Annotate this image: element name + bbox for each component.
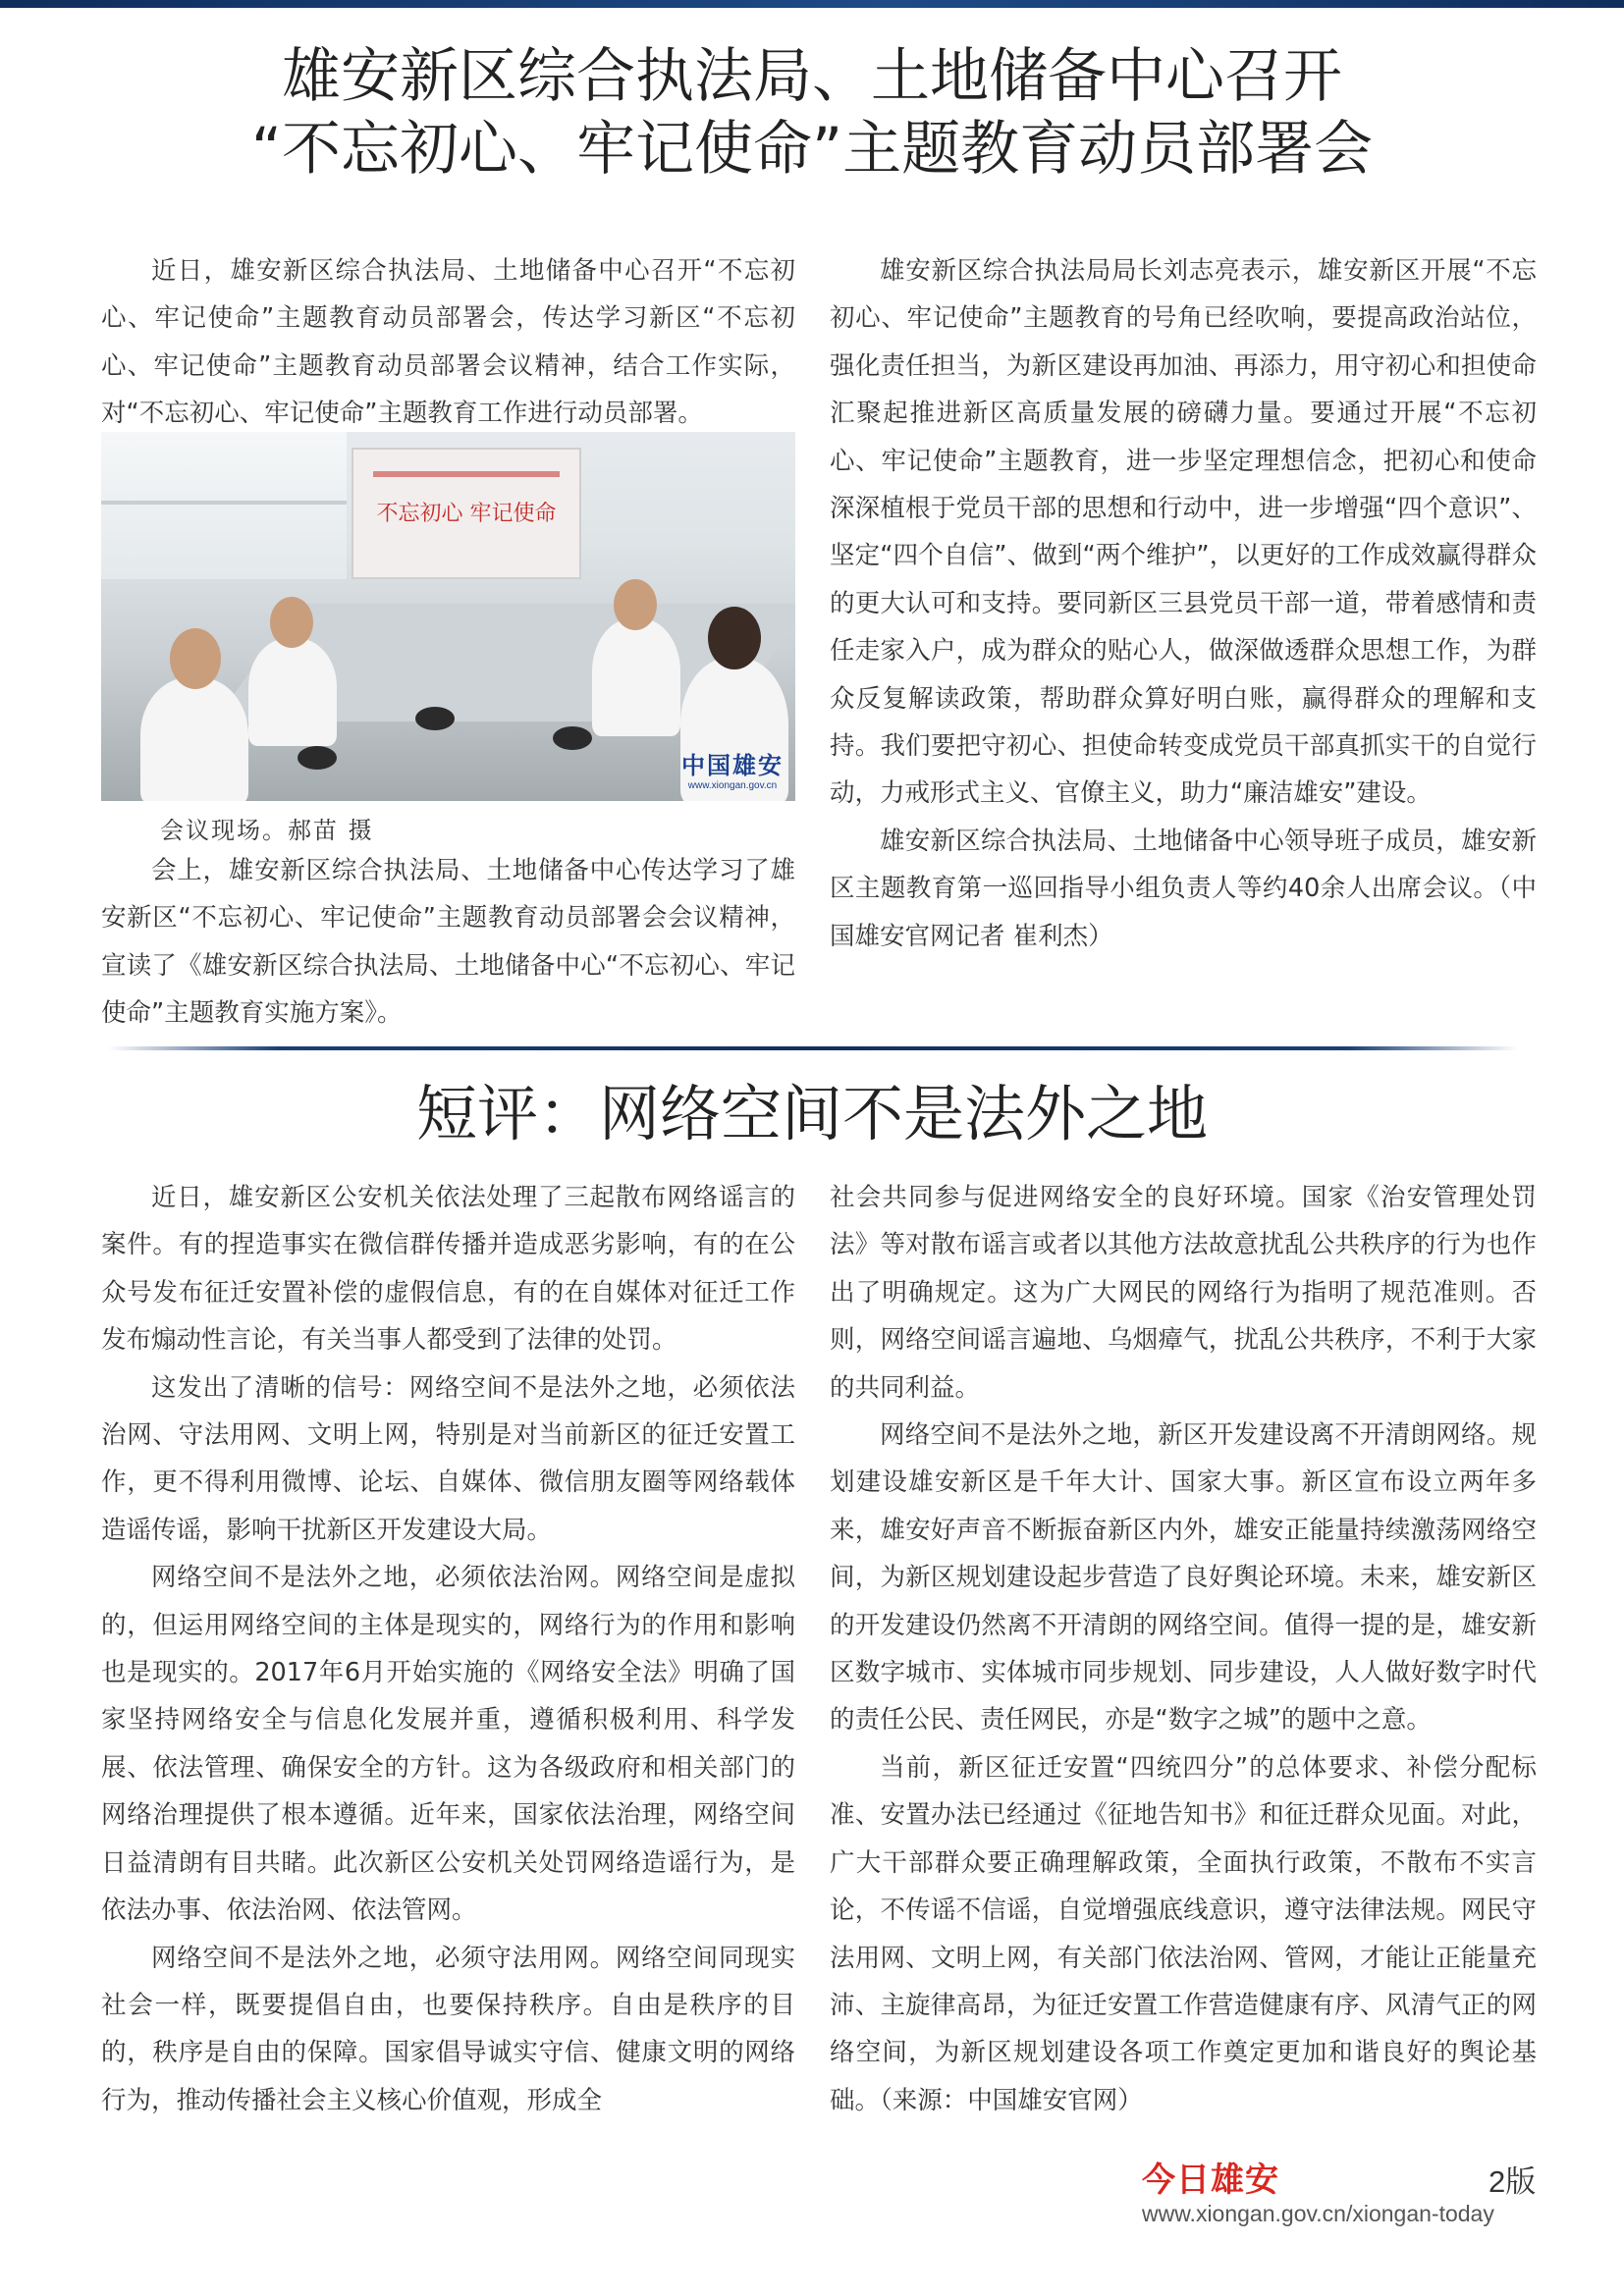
article2-title: 短评：网络空间不是法外之地	[415, 1078, 1208, 1149]
page-edition-number: 2版	[1489, 2164, 1537, 2199]
article2-left-column	[101, 1174, 795, 2124]
top-color-bar	[0, 0, 1624, 8]
photo-microphone	[553, 726, 592, 750]
article1-paragraph: 雄安新区综合执法局、土地储备中心领导班子成员，雄安新区主题教育第一巡回指导小组负责人等约40余人出席会议。（中国雄安官网记者 崔利杰）	[830, 826, 1537, 951]
article1-title-line1: 雄安新区综合执法局、土地储备中心召开	[282, 42, 1342, 111]
article2-paragraph: 近日，雄安新区公安机关依法处理了三起散布网络谣言的案件。有的捏造事实在微信群传播并造成恶劣影响，有的在公众号发布征迁安置补偿的虚假信息，有的在自媒体对征迁工作发布煽动性言论，有关当事人都受到了法律的处罚。	[101, 1183, 795, 1356]
photo-microphone	[298, 746, 337, 770]
photo-person-head	[270, 597, 313, 648]
photo-person	[248, 638, 337, 746]
article2-paragraph: 网络空间不是法外之地，新区开发建设离不开清朗网络。规划建设雄安新区是千年大计、国家大事。新区宣布设立两年多来，雄安好声音不断振奋新区内外，雄安正能量持续激荡网络空间，为新区规划建设起步营造了良好舆论环境。未来，雄安新区的开发建设仍然离不开清朗的网络空间。值得一提的是，雄安新区数字城市、实体城市同步规划、同步建设，人人做好数字时代的责任公民、责任网民，亦是“数字之城”的题中之意。	[830, 1420, 1537, 1735]
photo-person-head	[170, 628, 221, 689]
section-divider	[108, 1046, 1518, 1050]
article1-left-intro	[101, 247, 795, 438]
article1-title-line2: “不忘初心、牢记使命”主题教育动员部署会	[250, 115, 1374, 184]
article1-paragraph: 雄安新区综合执法局局长刘志亮表示，雄安新区开展“不忘初心、牢记使命”主题教育的号角已经吹响，要提高政治站位，强化责任担当，为新区建设再加油、再添力，用守初心和担使命汇聚起推进新区高质量发展的磅礴力量。要通过开展“不忘初心、牢记使命”主题教育，进一步坚定理想信念，把初心和使命深深植根于党员干部的思想和行动中，进一步增强“四个意识”、坚定“四个自信”、做到“两个维护”，以更好的工作成效赢得群众的更大认可和支持。要同新区三县党员干部一道，带着感情和责任走家入户，成为群众的贴心人，做深做透群众思想工作，为群众反复解读政策，帮助群众算好明白账，赢得群众的理解和支持。我们要把守初心、担使命转变成党员干部真抓实干的自觉行动，力戒形式主义、官僚主义，助力“廉洁雄安”建设。	[830, 256, 1537, 809]
photo-watermark	[681, 746, 784, 791]
photo-screen-bar	[373, 471, 560, 477]
photo-window	[101, 432, 347, 579]
photo-person	[592, 618, 680, 736]
watermark-logo: 中国雄安	[681, 751, 784, 779]
article2-paragraph: 社会共同参与促进网络安全的良好环境。国家《治安管理处罚法》等对散布谣言或者以其他方法故意扰乱公共秩序的行为也作出了明确规定。这为广大网民的网络行为指明了规范准则。否则，网络空间谣言遍地、乌烟瘴气，扰乱公共秩序，不利于大家的共同利益。	[830, 1183, 1537, 1403]
photo-person-head	[614, 579, 657, 630]
article2-right-column	[830, 1174, 1537, 2124]
article1-paragraph: 近日，雄安新区综合执法局、土地储备中心召开“不忘初心、牢记使命”主题教育动员部署会，传达学习新区“不忘初心、牢记使命”主题教育动员部署会议精神，结合工作实际，对“不忘初心、牢记使命”主题教育工作进行动员部署。	[101, 256, 795, 429]
article1-right-column	[830, 247, 1537, 960]
article2-paragraph: 网络空间不是法外之地，必须依法治网。网络空间是虚拟的，但运用网络空间的主体是现实的，网络行为的作用和影响也是现实的。2017年6月开始实施的《网络安全法》明确了国家坚持网络安全与信息化发展并重，遵循积极利用、科学发展、依法管理、确保安全的方针。这为各级政府和相关部门的网络治理提供了根本遵循。近年来，国家依法治理，网络空间日益清朗有目共睹。此次新区公安机关处罚网络造谣行为，是依法办事、依法治网、依法管网。	[101, 1563, 795, 1926]
photo-person	[140, 677, 248, 801]
meeting-photo	[101, 432, 795, 801]
article1-paragraph: 会上，雄安新区综合执法局、土地储备中心传达学习了雄安新区“不忘初心、牢记使命”主题教育动员部署会会议精神，宣读了《雄安新区综合执法局、土地储备中心“不忘初心、牢记使命”主题教育实施方案》。	[101, 856, 795, 1029]
article2-paragraph: 当前，新区征迁安置“四统四分”的总体要求、补偿分配标准、安置办法已经通过《征地告知书》和征迁群众见面。对此，广大干部群众要正确理解政策，全面执行政策，不散布不实言论，不传谣不信谣，自觉增强底线意识，遵守法律法规。网民守法用网、文明上网，有关部门依法治网、管网，才能让正能量充沛、主旋律高昂，为征迁安置工作营造健康有序、风清气正的网络空间，为新区规划建设各项工作奠定更加和谐良好的舆论基础。（来源：中国雄安官网）	[830, 1752, 1537, 2115]
photo-caption: 会议现场。郝苗 摄	[160, 817, 374, 844]
article2-paragraph: 这发出了清晰的信号：网络空间不是法外之地，必须依法治网、守法用网、文明上网，特别是对当前新区的征迁安置工作，更不得利用微博、论坛、自媒体、微信朋友圈等网络载体造谣传谣，影响干扰新区开发建设大局。	[101, 1372, 795, 1545]
watermark-url: www.xiongan.gov.cn	[687, 780, 778, 791]
photo-person-head	[708, 607, 761, 669]
article2-paragraph: 网络空间不是法外之地，必须守法用网。网络空间同现实社会一样，既要提倡自由，也要保持秩序。自由是秩序的目的，秩序是自由的保障。国家倡导诚实守信、健康文明的网络行为，推动传播社会主义核心价值观，形成全	[101, 1943, 795, 2115]
article1-left-bottom	[101, 847, 795, 1038]
newspaper-brand-logo: 今日雄安	[1142, 2161, 1279, 2200]
footer-url: www.xiongan.gov.cn/xiongan-today	[1142, 2201, 1494, 2226]
photo-projection-screen	[352, 448, 581, 579]
photo-screen-text: 不忘初心 牢记使命	[376, 502, 557, 526]
photo-microphone	[415, 707, 455, 730]
